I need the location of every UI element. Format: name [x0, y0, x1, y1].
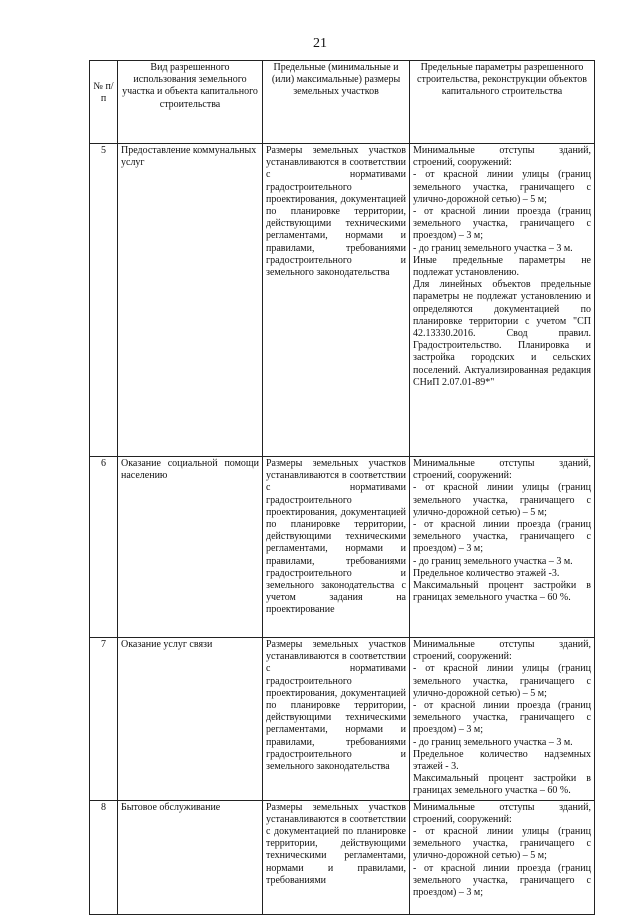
page-number: 21 — [313, 36, 327, 51]
row-number: 6 — [90, 457, 118, 638]
row-use-type: Оказание социальной помощи населению — [118, 457, 263, 638]
row-construction-params: Минимальные отступы зданий, строений, сооружений: - от красной линии улицы (границ земельного участка, граничащего с улично-дорожной сетью) – 5 м; - от красной линии проезда (границ земельного участка, граничащего с проездом) – 3 м; — [410, 800, 595, 914]
table-row — [90, 800, 595, 914]
header-use-type: Вид разрешенного использования земельного участка и объекта капитального строительства — [118, 61, 263, 144]
row-number: 7 — [90, 638, 118, 801]
row-construction-params: Минимальные отступы зданий, строений, сооружений: - от красной линии улицы (границ земельного участка, граничащего с улично-дорожной сетью) – 5 м; - от красной линии проезда (границ земельного участка, граничащего с проездом) – 3 м; - до границ земельного участка – 3 м. Иные предельные параметры не подлежат установлению. Для линейных объектов предельные параметры не подлежат установлению и определяются документацией по планировке территории с учетом "СП 42.13330.2016. Свод правил. Градостроительство. Планировка и застройка городских и сельских поселений. Актуализированная редакция СНиП 2.07.01-89*" — [410, 144, 595, 457]
header-construction-params: Предельные параметры разрешенного строительства, реконструкции объектов капитального строительства — [410, 61, 595, 144]
header-plot-size: Предельные (минимальные и (или) максимальные) размеры земельных участков — [263, 61, 410, 144]
table-header-row — [90, 61, 595, 144]
table-row — [90, 638, 595, 801]
row-plot-size: Размеры земельных участков устанавливаются в соответствии с нормативами градостроительного проектирования, документацией по планировке территории, действующими техническими регламентами, нормами и правилами, требованиями градостроительного и земельного законодательства с учетом задания на проектирование — [263, 457, 410, 638]
table-row — [90, 457, 595, 638]
row-number: 5 — [90, 144, 118, 457]
regulations-table — [89, 60, 595, 915]
row-construction-params: Минимальные отступы зданий, строений, сооружений: - от красной линии улицы (границ земельного участка, граничащего с улично-дорожной сетью) – 5 м; - от красной линии проезда (границ земельного участка, граничащего с проездом) – 3 м; - до границ земельного участка – 3 м. Предельное количество надземных этажей - 3. Максимальный процент застройки в границах земельного участка – 60 %. — [410, 638, 595, 801]
row-plot-size: Размеры земельных участков устанавливаются в соответствии с нормативами градостроительного проектирования, документацией по планировке территории, действующими техническими регламентами, нормами и правилами, требованиями градостроительного и земельного законодательства — [263, 638, 410, 801]
header-number: № п/п — [90, 61, 118, 144]
row-use-type: Бытовое обслуживание — [118, 800, 263, 914]
row-plot-size: Размеры земельных участков устанавливаются в соответствии с документацией по планировке территории, действующими техническими регламентами, нормами и правилами, требованиями — [263, 800, 410, 914]
row-number: 8 — [90, 800, 118, 914]
row-construction-params: Минимальные отступы зданий, строений, сооружений: - от красной линии улицы (границ земельного участка, граничащего с улично-дорожной сетью) – 5 м; - от красной линии проезда (границ земельного участка, граничащего с проездом) – 3 м; - до границ земельного участка – 3 м. Предельное количество этажей -3. Максимальный процент застройки в границах земельного участка – 60 %. — [410, 457, 595, 638]
row-use-type: Предоставление коммунальных услуг — [118, 144, 263, 457]
table-row — [90, 144, 595, 457]
row-use-type: Оказание услуг связи — [118, 638, 263, 801]
row-plot-size: Размеры земельных участков устанавливаются в соответствии с нормативами градостроительного проектирования, документацией по планировке территории, действующими техническими регламентами, нормами и правилами, требованиями градостроительного и земельного законодательства — [263, 144, 410, 457]
